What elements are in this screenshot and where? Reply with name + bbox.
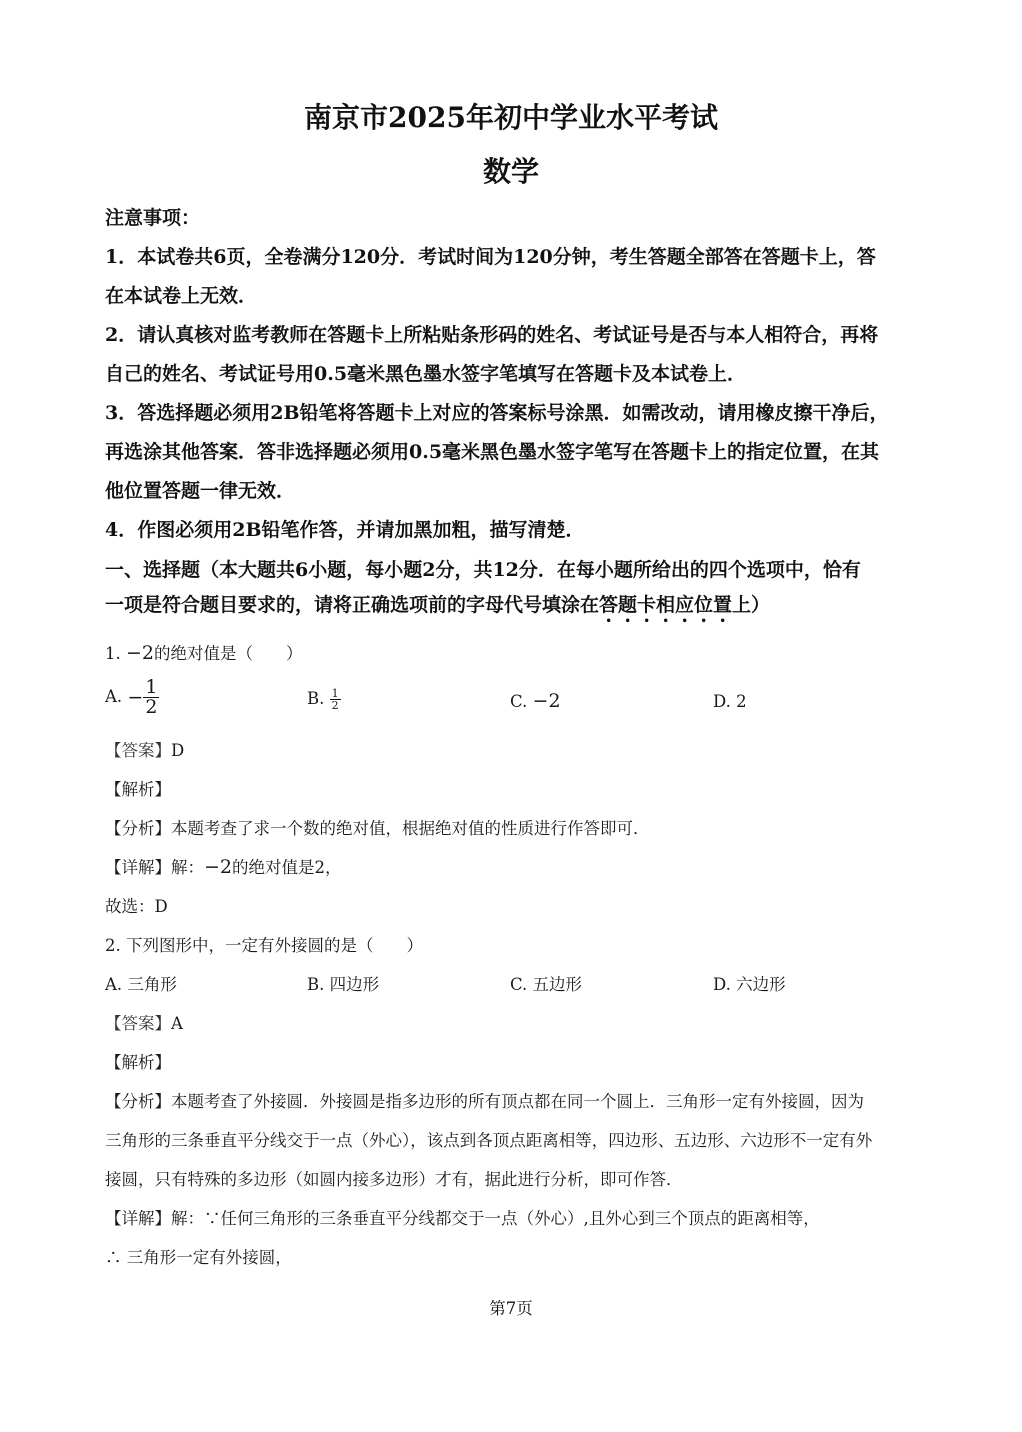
notice-line: 3．答选择题必须用2B铅笔将答题卡上对应的答案标号涂黑．如需改动，请用橡皮擦干净后，	[105, 402, 889, 424]
section-text: 一项是符合题目要求的，请将正确选项前的字母代号填涂在	[105, 594, 600, 616]
q2-option-b: B. 四边形	[307, 975, 380, 994]
option-label: B.	[307, 689, 325, 708]
q1-number: 1.	[105, 644, 121, 663]
q2-xiangjie	[105, 1205, 820, 1229]
answer-value: A	[171, 1014, 183, 1033]
q2-answer	[105, 1010, 183, 1034]
q1-option-d: D. 2	[713, 692, 747, 711]
section-heading-cont	[105, 590, 770, 627]
notice-line: 1．本试卷共6页，全卷满分120分．考试时间为120分钟，考生答题全部答在答题卡上，答	[105, 246, 876, 268]
exam-subject: 数学	[482, 155, 539, 188]
q1-stem	[105, 640, 303, 664]
denominator: 2	[331, 699, 339, 712]
xiangjie-tag: 【详解】	[105, 858, 171, 877]
option-label: C.	[510, 692, 528, 711]
minus-sign: −	[127, 686, 144, 709]
notice-heading: 注意事项：	[105, 207, 201, 229]
answer-tag: 【答案】	[105, 1014, 171, 1033]
notice-line: 在本试卷上无效．	[105, 285, 258, 307]
fenxi-tag: 【分析】	[105, 1092, 171, 1111]
notice-line: 2．请认真核对监考教师在答题卡上所粘贴条形码的姓名、考试证号是否与本人相符合，再将	[105, 324, 879, 346]
q1-fenxi	[105, 815, 650, 839]
fenxi-text: 本题考查了外接圆．外接圆是指多边形的所有顶点都在同一个圆上．三角形一定有外接圆，因为	[171, 1092, 864, 1111]
q1-text: 的绝对值是（ ）	[154, 644, 303, 663]
notice-line: 他位置答题一律无效．	[105, 480, 296, 502]
exam-title: 南京市2025年初中学业水平考试	[304, 101, 718, 134]
q1-option-c	[510, 690, 561, 712]
q2-therefore: ∴ 三角形一定有外接圆，	[105, 1248, 292, 1267]
notice-line: 4．作图必须用2B铅笔作答，并请加黑加粗，描写清楚．	[105, 519, 585, 541]
q1-answer	[105, 737, 184, 761]
xiangjie-text: 解：	[171, 858, 204, 877]
answer-value: D	[171, 741, 185, 760]
section-emphasis: 答题卡相应位置	[599, 594, 733, 616]
xiangjie-math: −2	[204, 856, 233, 878]
q1-xiangjie	[105, 854, 342, 878]
q1-conclusion: 故选：D	[105, 897, 168, 916]
q1-option-a	[105, 678, 159, 717]
q1-analysis-tag: 【解析】	[105, 780, 171, 799]
option-label: A.	[105, 687, 123, 706]
notice-line: 自己的姓名、考试证号用0.5毫米黑色墨水签字笔填写在答题卡及本试卷上．	[105, 363, 747, 385]
xiangjie-text: 解：∵任何三角形的三条垂直平分线都交于一点（外心）,且外心到三个顶点的距离相等，	[171, 1209, 820, 1228]
q2-option-d: D. 六边形	[713, 975, 786, 994]
page-number: 第7页	[489, 1299, 533, 1318]
q1-math: −2	[126, 642, 155, 664]
numerator: 1	[145, 676, 158, 698]
q2-fenxi-cont: 三角形的三条垂直平分线交于一点（外心），该点到各顶点距离相等，四边形、五边形、六边形不一定有外	[105, 1131, 873, 1150]
xiangjie-text: 的绝对值是2，	[232, 858, 342, 877]
q2-stem: 2. 下列图形中，一定有外接圆的是（ ）	[105, 936, 423, 955]
section-heading: 一、选择题（本大题共6小题，每小题2分，共12分．在每小题所给出的四个选项中，恰有	[105, 559, 861, 581]
q2-fenxi	[105, 1088, 864, 1112]
answer-tag: 【答案】	[105, 741, 171, 760]
q2-option-a: A. 三角形	[105, 975, 177, 994]
notice-line: 再选涂其他答案．答非选择题必须用0.5毫米黑色墨水签字笔写在答题卡上的指定位置，在其	[105, 441, 880, 463]
section-text: 上）	[732, 594, 771, 616]
option-value: −2	[532, 690, 561, 712]
q1-option-b	[307, 688, 341, 711]
fenxi-tag: 【分析】	[105, 819, 171, 838]
q2-fenxi-cont: 接圆，只有特殊的多边形（如圆内接多边形）才有，据此进行分析，即可作答．	[105, 1170, 683, 1189]
denominator: 2	[145, 696, 158, 718]
q2-option-c: C. 五边形	[510, 975, 583, 994]
fraction	[143, 678, 159, 717]
q2-analysis-tag: 【解析】	[105, 1053, 171, 1072]
fenxi-text: 本题考查了求一个数的绝对值，根据绝对值的性质进行作答即可．	[171, 819, 650, 838]
fraction	[330, 688, 341, 711]
numerator: 1	[331, 687, 339, 700]
xiangjie-tag: 【详解】	[105, 1209, 171, 1228]
